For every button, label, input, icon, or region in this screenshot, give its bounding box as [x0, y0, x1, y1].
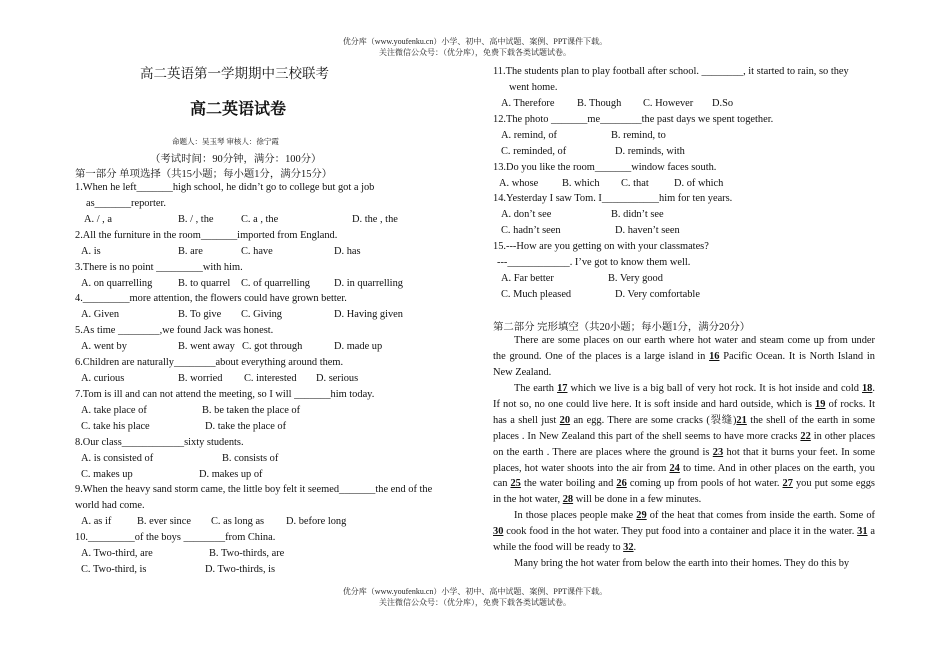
option-a: A. don’t see — [501, 209, 552, 220]
option-d: D. made up — [334, 341, 383, 352]
exam-title: 高二英语第一学期期中三校联考 — [140, 66, 329, 81]
page-header — [0, 36, 950, 58]
option-a: A. / , a — [84, 214, 112, 225]
option-c: C. take his place — [81, 421, 150, 432]
option-c: C. reminded, of — [501, 146, 567, 157]
question-12-options-row1 — [501, 128, 881, 144]
option-a: A. whose — [499, 178, 539, 189]
option-a: A. remind, of — [501, 130, 557, 141]
option-c: C. as long as — [211, 516, 265, 527]
question-11: 11.The students plan to play football after school. ________, it started to rain, so they — [493, 66, 849, 77]
option-b: B. which — [562, 178, 600, 189]
question-5-options — [81, 339, 461, 355]
option-c: C. Much pleased — [501, 289, 572, 300]
passage-paragraph-1: There are some places on our earth where hot water and steam come up from under the ground. One of the places is a large island in 16 Pacific Ocean. It is North Island in New Zealand. — [493, 335, 875, 378]
question-11-cont: went home. — [509, 82, 558, 93]
blank-29: 29 — [636, 510, 647, 521]
question-14: 14.Yesterday I saw Tom. I___________him for ten years. — [493, 193, 733, 204]
blank-26: 26 — [616, 478, 627, 490]
question-9: 9.When the heavy sand storm came, the little boy felt it seemed_______the end of the — [75, 484, 433, 495]
option-d: D. take the place of — [205, 421, 287, 432]
question-8-options-row1 — [81, 451, 461, 467]
question-2-options — [81, 244, 461, 260]
option-c: C. hadn’t seen — [501, 225, 561, 236]
passage-paragraph-4: Many bring the hot water from below the earth into their homes. They do this by — [514, 558, 850, 569]
blank-24: 24 — [669, 462, 680, 474]
option-a: A. curious — [81, 373, 125, 384]
question-11-options — [501, 96, 881, 112]
question-9-cont: world had come. — [75, 500, 145, 511]
option-c: C. of quarrelling — [241, 278, 310, 289]
question-14-options-row1 — [501, 207, 881, 223]
option-b: B. be taken the place of — [202, 405, 301, 416]
option-b: B. Two-thirds, are — [209, 548, 285, 559]
option-b: B. Very good — [608, 273, 663, 284]
option-a: A. is consisted of — [81, 453, 154, 464]
blank-32: 32 — [623, 541, 634, 553]
blank-22: 22 — [800, 430, 811, 442]
option-d: D. Two-thirds, is — [205, 564, 276, 575]
option-a: A. Given — [81, 309, 120, 320]
option-a: A. Therefore — [501, 98, 555, 109]
question-8-options-row2 — [81, 467, 461, 483]
option-d: D.So — [712, 98, 734, 109]
header-line-2: 关注微信公众号：（优分库），免费下载各类试题试卷。 — [379, 48, 571, 57]
option-d: D. haven’t seen — [615, 225, 680, 236]
option-b: B. remind, to — [611, 130, 666, 141]
question-8: 8.Our class____________sixty students. — [75, 437, 244, 448]
blank-31: 31 — [857, 525, 868, 537]
option-c: C. a , the — [241, 214, 279, 225]
option-a: A. Far better — [501, 273, 554, 284]
question-1: 1.When he left_______high school, he didn’t go to college but got a job — [75, 182, 375, 193]
blank-20: 20 — [559, 414, 571, 426]
blank-16: 16 — [709, 350, 720, 362]
option-d: D. of which — [674, 178, 724, 189]
option-a: A. as if — [81, 516, 112, 527]
option-c: C. have — [241, 246, 273, 257]
footer-line-1: 优分库（www.youfenku.cn）小学、初中、高中试题、案例、PPT课件下载。 — [342, 587, 608, 596]
passage-paragraph-2: The earth 17 which we live is a big ball of very hot rock. It is hot inside and cold 18. If not so, no one could live here. It is soft inside and hard outside, which is 19 of rocks. It has a shell just 20 an egg. There are some cracks (裂缝)21 the shell of the earth in some places . In New Zealand this part of the shell seems to have more cracks 22 in other places on the earth . There are places where the ground is 23 hot that it burns your feet. In some places, hot water shoots into the air from 24 to time. And in other places on the earth, you can 25 the water boiling and 26 coming up from pools of hot water. 27 you put some eggs in the hot water, 28 will be done in a few minutes. — [493, 383, 875, 506]
option-c: C. Two-third, is — [81, 564, 147, 575]
option-c: C. that — [621, 178, 649, 189]
blank-23: 23 — [712, 446, 724, 458]
option-a: A. is — [81, 246, 101, 257]
question-4: 4._________more attention, the flowers could have grown better. — [75, 293, 347, 304]
question-15-options-row2 — [501, 287, 881, 303]
blank-28: 28 — [562, 494, 574, 506]
page-footer — [0, 586, 950, 608]
question-3-options — [81, 276, 461, 292]
option-d: D. Having given — [334, 309, 403, 320]
question-10: 10._________of the boys ________from China. — [75, 532, 276, 543]
question-13-options — [499, 176, 879, 192]
option-d: D. serious — [316, 373, 359, 384]
question-10-options-row1 — [81, 546, 461, 562]
question-7-options-row1 — [81, 403, 461, 419]
option-d: D. Very comfortable — [615, 289, 700, 300]
option-d: D. before long — [286, 516, 347, 527]
option-a: A. Two-third, are — [81, 548, 153, 559]
option-d: D. the , the — [352, 214, 398, 225]
blank-25: 25 — [510, 478, 521, 490]
exam-subtitle: 高二英语试卷 — [190, 99, 287, 118]
question-3: 3.There is no point _________with him. — [75, 262, 243, 273]
option-c: C. Giving — [241, 309, 282, 320]
question-2: 2.All the furniture in the room_______imported from England. — [75, 230, 338, 241]
option-b: B. to quarrel — [178, 278, 231, 289]
blank-19: 19 — [815, 398, 826, 410]
question-7: 7.Tom is ill and can not attend the meeting, so I will _______him today. — [75, 389, 375, 400]
option-b: B. To give — [178, 309, 222, 320]
option-a: A. take place of — [81, 405, 147, 416]
option-b: B. worried — [178, 373, 223, 384]
question-10-options-row2 — [81, 562, 461, 578]
question-6: 6.Children are naturally________about everything around them. — [75, 357, 344, 368]
blank-18: 18 — [861, 383, 873, 394]
passage-paragraph-3: In those places people make 29 of the heat that comes from inside the earth. Some of 30 cook food in the hot water. They put food into a container and place it in the water. 31 a while the food will be ready to 32. — [493, 510, 875, 553]
question-5: 5.As time ________,we found Jack was honest. — [75, 325, 274, 336]
question-6-options — [81, 371, 461, 387]
option-c: C. makes up — [81, 469, 133, 480]
option-b: B. are — [178, 246, 203, 257]
option-b: B. Though — [577, 98, 622, 109]
option-b: B. didn’t see — [611, 209, 664, 220]
exam-time: （考试时间：90分钟，满分：100分） — [150, 154, 322, 165]
question-7-options-row2 — [81, 419, 461, 435]
question-12-options-row2 — [501, 144, 881, 160]
option-b: B. ever since — [137, 516, 191, 527]
option-c: C. interested — [244, 373, 297, 384]
blank-30: 30 — [493, 525, 504, 537]
question-1-options — [84, 212, 464, 228]
option-b: B. consists of — [222, 453, 279, 464]
option-d: D. reminds, with — [615, 146, 685, 157]
question-14-options-row2 — [501, 223, 881, 239]
exam-authors: 命题人：吴玉琴 审核人：徐宁霞 — [172, 137, 279, 146]
question-12: 12.The photo _______me________the past days we spent together. — [493, 114, 774, 125]
header-line-1: 优分库（www.youfenku.cn）小学、初中、高中试题、案例、PPT课件下载。 — [342, 37, 608, 46]
question-13: 13.Do you like the room_______window faces south. — [493, 162, 717, 173]
question-15-cont: ---____________. I’ve got to know them well. — [497, 257, 691, 268]
question-9-options — [81, 514, 461, 530]
footer-line-2: 关注微信公众号：（优分库），免费下载各类试题试卷。 — [379, 598, 571, 607]
blank-21: 21 — [736, 414, 747, 426]
question-1-cont: as_______reporter. — [86, 198, 166, 209]
option-b: B. / , the — [178, 214, 214, 225]
part-two-heading: 第二部分 完形填空（共20小题；每小题1分，满分20分） — [493, 322, 751, 333]
question-15: 15.---How are you getting on with your classmates? — [493, 241, 709, 252]
option-d: D. makes up of — [199, 469, 263, 480]
option-a: A. went by — [81, 341, 127, 352]
part-one-heading: 第一部分 单项选择（共15小题；每小题1分，满分15分） — [75, 169, 333, 180]
option-d: D. in quarrelling — [334, 278, 403, 289]
option-d: D. has — [334, 246, 361, 257]
option-c: C. However — [643, 98, 694, 109]
option-a: A. on quarrelling — [81, 278, 153, 289]
option-b: B. went away — [178, 341, 235, 352]
option-c: C. got through — [242, 341, 303, 352]
question-4-options — [81, 307, 461, 323]
question-15-options-row1 — [501, 271, 881, 287]
blank-17: 17 — [557, 383, 568, 394]
blank-27: 27 — [782, 478, 793, 490]
